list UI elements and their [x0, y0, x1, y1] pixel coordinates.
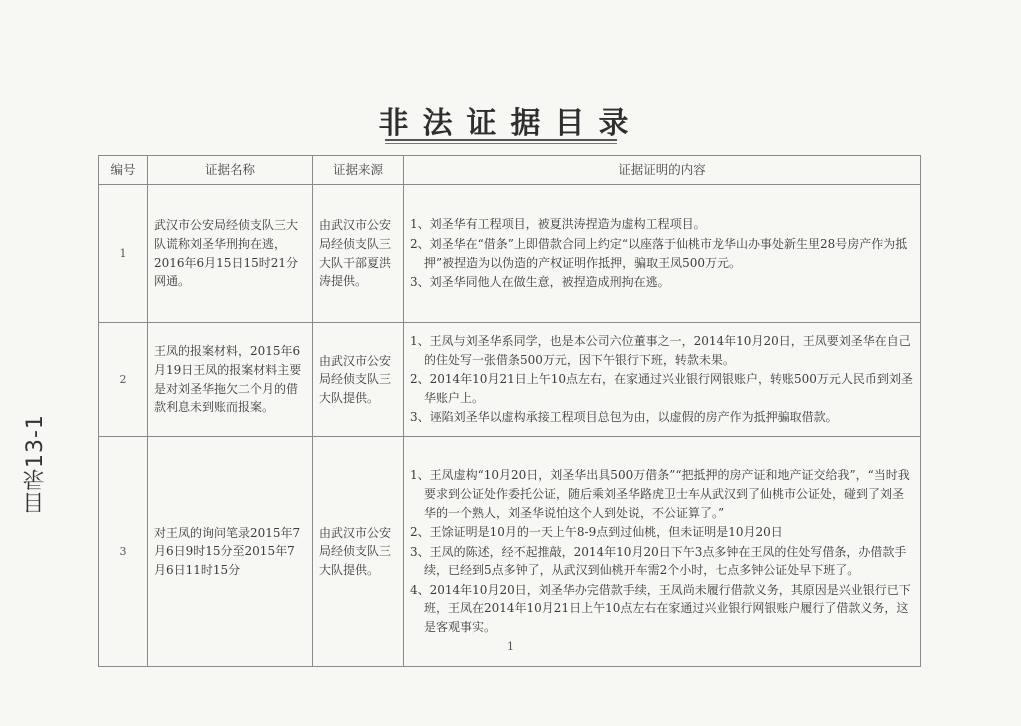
- row-source: 由武汉市公安局经侦支队三大队干部夏洪涛提供。: [313, 185, 404, 323]
- list-item: 1、刘圣华有工程项目，被夏洪涛捏造为虚构工程项目。: [410, 217, 706, 232]
- page-number: 1: [507, 640, 514, 653]
- content-list: [410, 466, 914, 636]
- row-no: 2: [99, 323, 148, 437]
- table-header-row: [99, 156, 921, 185]
- header-source: 证据来源: [313, 156, 404, 185]
- header-name: 证据名称: [148, 156, 313, 185]
- row-name: 王凤的报案材料，2015年6月19日王凤的报案材料主要是对刘圣华拖欠二个月的借款利息未到账而报案。: [148, 323, 313, 437]
- header-no: 编号: [99, 156, 148, 185]
- content-list: [410, 215, 914, 291]
- table-row: [99, 437, 921, 667]
- list-item: 4、2014年10月20日，刘圣华办完借款手续，王凤尚未履行借款义务，其原因是兴业银行已下班，王凤在2014年10月21日上午10点左右在家通过兴业银行网银账户履行了借款义务，这是客观事实。: [410, 582, 911, 635]
- row-source: 由武汉市公安局经侦支队三大队提供。: [313, 323, 404, 437]
- list-item: 1、王凤与刘圣华系同学，也是本公司六位董事之一，2014年10月20日，王凤要刘圣华在自己的住处写一张借条500万元，因下午银行下班，转款未果。: [410, 334, 911, 367]
- list-item: 1、王凤虚构“10月20日，刘圣华出具500万借条”“把抵押的房产证和地产证交给我”，“当时我要求到公证处作委托公证，随后乘刘圣华路虎卫士车从武汉到了仙桃市公证处，碰到了刘圣华的一个熟人，刘圣华说怕这个人到处说，不公证算了。”: [410, 468, 910, 520]
- row-content: [404, 185, 921, 323]
- row-no: 3: [99, 437, 148, 667]
- page-title: 非法证据目录: [378, 106, 643, 141]
- list-item: 3、刘圣华同他人在做生意，被捏造成刑拘在逃。: [410, 275, 670, 290]
- list-item: 2、刘圣华在“借条”上即借款合同上约定“以座落于仙桃市龙华山办事处新生里28号房产作为抵押”被捏造为以伪造的产权证明作抵押，骗取王凤500万元。: [410, 236, 908, 270]
- side-label: 目录13-1: [23, 414, 48, 514]
- table-row: [99, 323, 921, 437]
- row-name: 武汉市公安局经侦支队三大队谎称刘圣华刑拘在逃，2016年6月15日15时21分网通。: [148, 185, 313, 323]
- row-no: 1: [99, 185, 148, 323]
- header-content: 证据证明的内容: [404, 156, 921, 185]
- evidence-table: [98, 155, 921, 667]
- list-item: 3、王凤的陈述，经不起推敲，2014年10月20日下午3点多钟在王凤的住处写借条，办借款手续，已经到5点多钟了，从武汉到仙桃开车需2个小时，七点多钟公证处早下班了。: [410, 544, 907, 578]
- row-name: 对王凤的询问笔录2015年7月6日9时15分至2015年7月6日11时15分: [148, 437, 313, 667]
- row-content: [404, 437, 921, 667]
- title-underline: [385, 139, 617, 144]
- content-list: [410, 332, 914, 427]
- list-item: 2、王馀证明是10月的一天上午8-9点到过仙桃，但未证明是10月20日: [410, 525, 783, 540]
- list-item: 3、诬陷刘圣华以虚构承接工程项目总包为由，以虚假的房产作为抵押骗取借款。: [410, 410, 838, 425]
- table-row: [99, 185, 921, 323]
- row-content: [404, 323, 921, 437]
- list-item: 2、2014年10月21日上午10点左右，在家通过兴业银行网银账户，转账500万元人民币到刘圣华账户上。: [410, 372, 913, 405]
- row-source: 由武汉市公安局经侦支队三大队提供。: [313, 437, 404, 667]
